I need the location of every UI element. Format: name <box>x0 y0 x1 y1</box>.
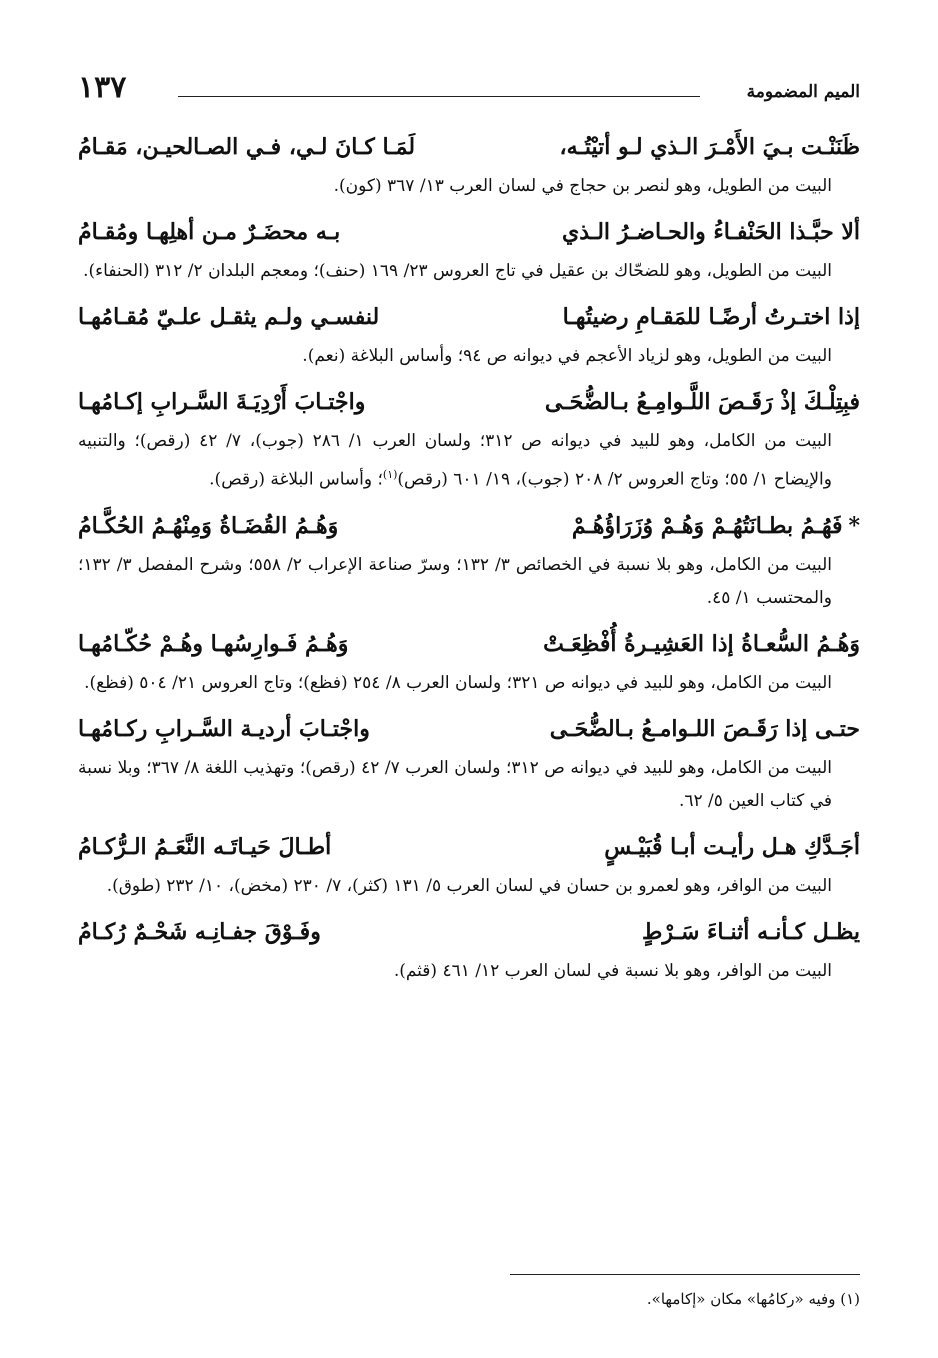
footnote-rule <box>510 1274 860 1275</box>
verse-entry <box>78 503 860 615</box>
first-hemistich: حتـى إذا رَقَـصَ اللـوامـعُ بـالضُّحَـى <box>549 715 860 742</box>
verse-entry <box>78 621 860 700</box>
verse-line <box>78 379 860 425</box>
first-hemistich: ألا حبَّـذا الحَنْفـاءُ والحـاضـرُ الـذي <box>562 219 860 245</box>
verse-line <box>78 621 860 667</box>
verse-entry <box>78 909 860 988</box>
citation-text: البيت من الطويل، وهو لزياد الأعجم في ديوانه ص ٩٤؛ وأساس البلاغة (نعم). <box>302 346 832 366</box>
second-hemistich: واجْتـابَ أَرْدِيَـةَ السَّـرابِ إكـامُهـا <box>78 389 366 415</box>
citation-text: البيت من الكامل، وهو للبيد في ديوانه ص ٣١٢؛ ولسان العرب ١/ ٢٨٦ (جوب)، ٧/ ٤٢ (رقص)؛ والتنبيه والإيضاح ١/ ٥٥؛ وتاج العروس ٢/ ٢٠٨ (جوب)، ١٩/ ٦٠١ (رقص) <box>78 431 832 490</box>
second-hemistich: بـه محضَـرٌ مـن أهلِهـا ومُقـامُ <box>78 219 341 245</box>
first-hemistich: وَهُـمُ السُّعـاةُ إذا العَشِيـرةُ أُفْظِعَـتْ <box>543 630 860 657</box>
second-hemistich: واجْتـابَ أرديـة السَّـرابِ ركـامُهـا <box>78 715 370 742</box>
citation-note <box>78 752 860 818</box>
verse-line <box>78 909 860 955</box>
verse-entry <box>78 294 860 373</box>
second-hemistich: وفَـوْقَ جفـانِـه شَحْـمٌ رُكـامُ <box>78 918 321 945</box>
page-number: ١٣٧ <box>78 70 127 105</box>
page-header <box>78 70 860 110</box>
citation-text: البيت من الوافر، وهو لعمرو بن حسان في لسان العرب ٥/ ١٣١ (كثر)، ٧/ ٢٣٠ (مخض)، ١٠/ ٢٣٢ (طوق). <box>106 875 832 896</box>
header-rule <box>178 96 700 97</box>
footnote: (١) وفيه «ركامُها» مكان «إكامها». <box>646 1290 860 1308</box>
citation-note <box>78 340 860 373</box>
verse-line <box>78 503 860 549</box>
verse-entry <box>78 124 860 203</box>
verse-line <box>78 706 860 752</box>
citation-text: البيت من الوافر، وهو بلا نسبة في لسان العرب ١٢/ ٤٦١ (قثم). <box>393 960 832 981</box>
verse-entry <box>78 379 860 497</box>
second-hemistich: لَمَـا كـانَ لـي، فـي الصـالحيـن، مَقـامُ <box>78 134 416 160</box>
star-marker: * <box>848 512 860 539</box>
citation-note <box>78 549 860 615</box>
second-hemistich: لنفسـي ولـم يثقـل علـيّ مُقـامُهـا <box>78 304 380 330</box>
verse-entry <box>78 706 860 818</box>
verse-line <box>78 124 860 170</box>
first-hemistich: أجَـدَّكِ هـل رأيـت أبـا قُبَيْـسٍ <box>604 833 860 860</box>
citation-note <box>78 667 860 700</box>
second-hemistich: وَهُـمُ القُضَـاةُ وَمِنْهُـمُ الحُكَّـامُ <box>78 512 339 539</box>
citation-text: البيت من الكامل، وهو للبيد في ديوانه ص ٣٢١؛ ولسان العرب ٨/ ٢٥٤ (فظع)؛ وتاج العروس ٢١/ ٥٠٤ (فظع). <box>84 672 832 693</box>
first-hemistich: ظَنَنْـت بـيَ الأَمْـرَ الـذي لـو أتيْتُـه، <box>559 134 860 160</box>
verse-line <box>78 209 860 255</box>
citation-note <box>78 425 860 497</box>
citation-note <box>78 255 860 288</box>
page-content <box>78 124 860 994</box>
first-hemistich: إذا اختـرتُ أرضًـا للمَقـامِ رضيتُهـا <box>562 304 860 330</box>
citation-text: البيت من الطويل، وهو لنصر بن حجاج في لسان العرب ١٣/ ٣٦٧ (كون). <box>333 176 832 196</box>
citation-note <box>78 955 860 988</box>
citation-text: البيت من الطويل، وهو للضحّاك بن عقيل في تاج العروس ٢٣/ ١٦٩ (حنف)؛ ومعجم البلدان ٢/ ٣١٢ (الحنفاء). <box>83 261 832 281</box>
second-hemistich: أطـالَ حَيـاتَـه النَّعَـمُ الـرُّكـامُ <box>78 833 332 860</box>
first-hemistich: يظـل كـأنـه أثنـاءَ سَـرْطٍ <box>642 918 860 945</box>
verse-entry <box>78 209 860 288</box>
footnote-marker: (١) <box>382 468 398 481</box>
second-hemistich: وَهُـمُ فَـوارِسُهـا وهُـمْ حُكّـامُهـا <box>78 630 349 657</box>
citation-text: البيت من الكامل، وهو بلا نسبة في الخصائص ٣/ ١٣٢؛ وسرّ صناعة الإعراب ٢/ ٥٥٨؛ وشرح المفصل ٣/ ١٣٢؛ والمحتسب ١/ ٤٥. <box>78 554 832 608</box>
citation-text: البيت من الكامل، وهو للبيد في ديوانه ص ٣١٢؛ ولسان العرب ٧/ ٤٢ (رقص)؛ وتهذيب اللغة ٨/ ٣٦٧؛ وبلا نسبة في كتاب العين ٥/ ٦٢. <box>78 757 832 811</box>
citation-note <box>78 870 860 903</box>
citation-note <box>78 170 860 203</box>
verse-entry <box>78 824 860 903</box>
first-hemistich-text: فَهُـمُ بطـانَتُهُـمْ وَهُـمْ وُزَرَاؤُهُـمْ <box>571 512 843 539</box>
citation-text-tail: ؛ وأساس البلاغة (رقص). <box>209 469 383 490</box>
verse-line <box>78 824 860 870</box>
running-title: الميم المضمومة <box>746 82 860 102</box>
verse-line <box>78 294 860 340</box>
first-hemistich: فبِتِلْـكَ إذْ رَقَـصَ اللَّـوامِـعُ بـالضُّحَـى <box>544 389 860 415</box>
first-hemistich <box>572 503 860 549</box>
